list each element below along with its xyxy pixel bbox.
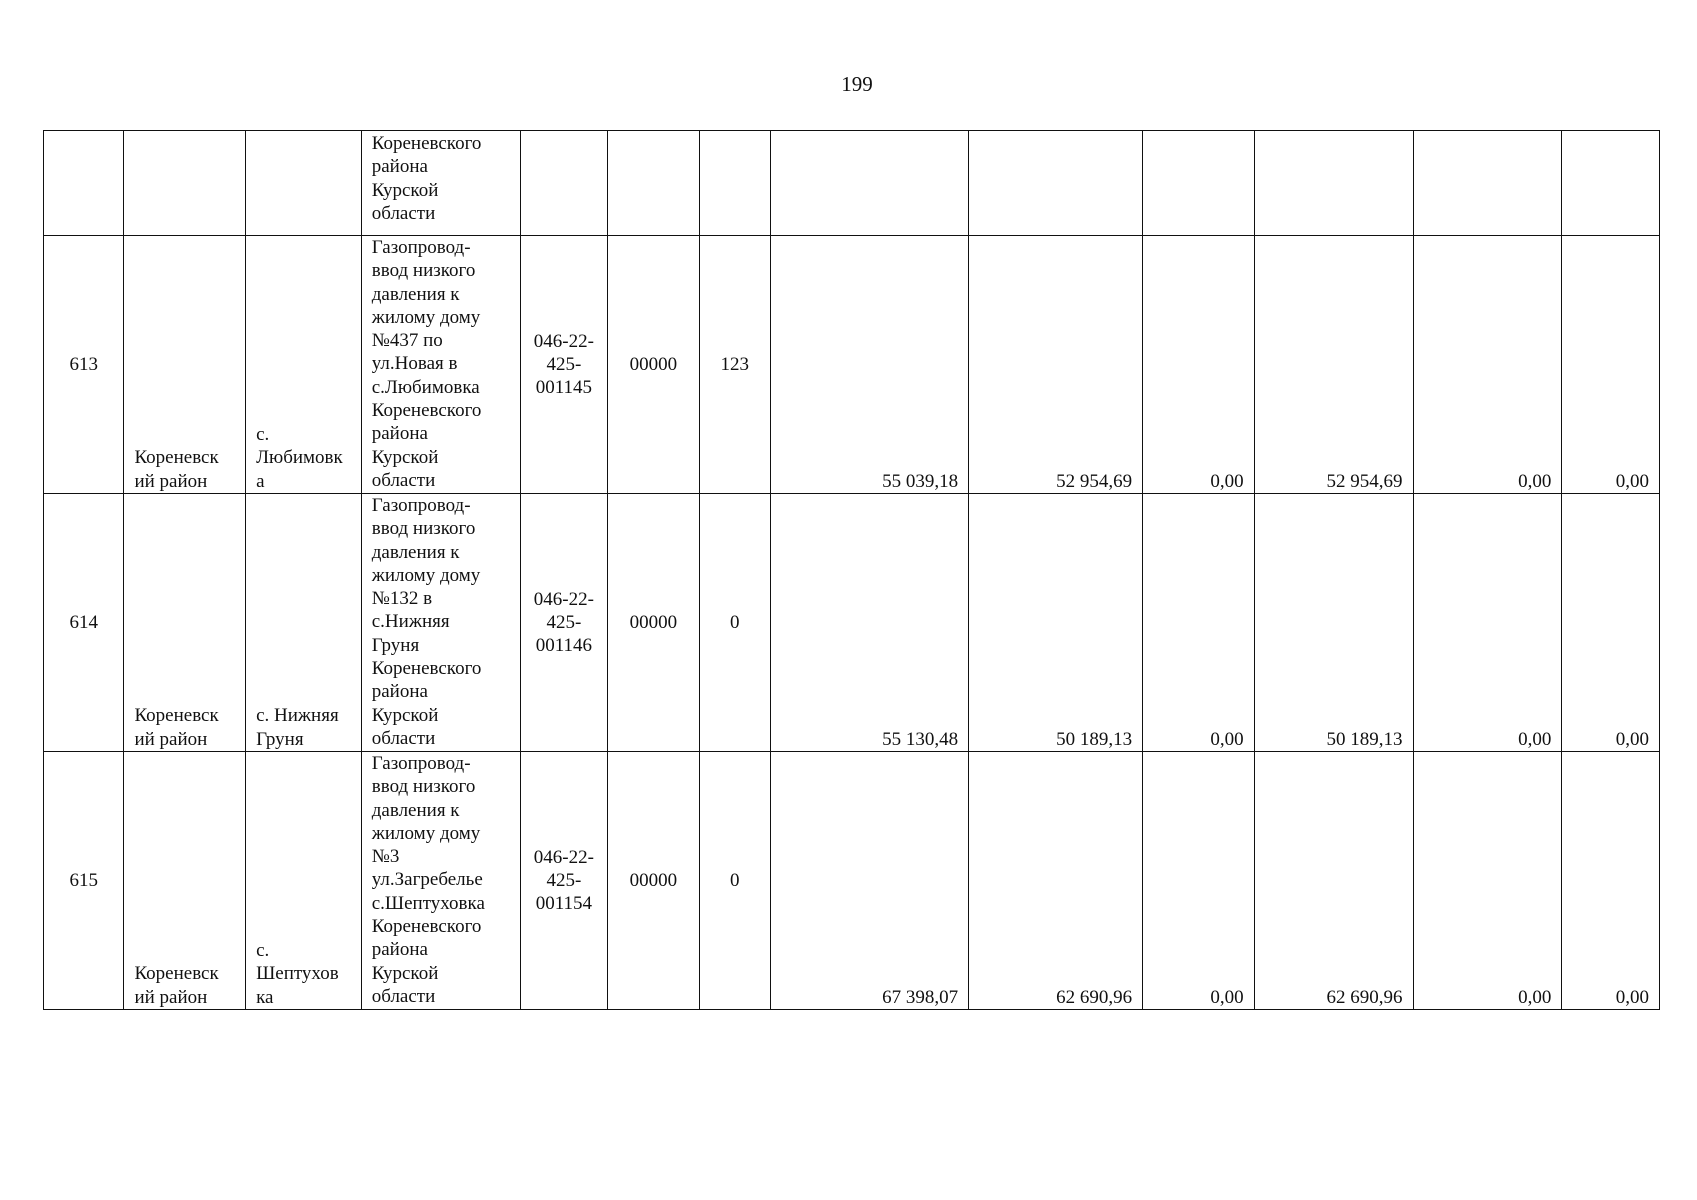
value-cell xyxy=(1143,494,1255,752)
cell-line: ка xyxy=(256,986,274,1008)
value: 0,00 xyxy=(1518,728,1552,750)
value: 50 189,13 xyxy=(1056,728,1133,750)
cell-line: Кореневского xyxy=(371,133,482,154)
code-suffix-cell xyxy=(608,236,700,494)
cell-empty xyxy=(969,131,1143,236)
value: 0,00 xyxy=(1210,470,1244,492)
row-number-cell xyxy=(44,752,124,1010)
cell-line: 046-22- xyxy=(533,846,594,868)
cell-line: с. xyxy=(256,940,270,962)
row-number: 614 xyxy=(69,611,98,633)
cell-line: Любимовк xyxy=(256,447,343,469)
page-number: 199 xyxy=(841,72,873,96)
cadastral-code-cell xyxy=(520,236,607,494)
cell-line: с. Нижняя xyxy=(256,705,339,727)
table-row xyxy=(44,236,1660,494)
cell-line: с.Любимовка xyxy=(371,376,480,398)
value-cell xyxy=(969,236,1143,494)
value-cell xyxy=(1254,236,1413,494)
cell-line: с.Нижняя xyxy=(371,611,450,633)
quantity-cell xyxy=(699,494,770,752)
value: 0,00 xyxy=(1615,470,1649,492)
cell-line: ий район xyxy=(134,986,208,1008)
value: 0,00 xyxy=(1210,986,1244,1008)
value: 55 039,18 xyxy=(882,470,959,492)
value-cell xyxy=(1562,752,1660,1010)
object-name-cell xyxy=(361,494,520,752)
cell-line: 001146 xyxy=(535,635,593,657)
cell-line: 425- xyxy=(546,869,582,891)
code-suffix: 00000 xyxy=(629,869,678,891)
value: 62 690,96 xyxy=(1056,986,1133,1008)
cell-empty xyxy=(1254,131,1413,236)
quantity: 0 xyxy=(730,869,740,891)
cell-line: ввод низкого xyxy=(371,776,476,798)
value-cell xyxy=(771,236,969,494)
cell-empty xyxy=(520,131,607,236)
cell-line: Газопровод- xyxy=(371,495,471,516)
row-number: 613 xyxy=(69,353,98,375)
cell-line: района xyxy=(371,939,428,961)
table-row xyxy=(44,494,1660,752)
cell-line: района xyxy=(371,156,428,178)
value-cell xyxy=(969,494,1143,752)
cell-line: ий район xyxy=(134,470,208,492)
asset-table xyxy=(43,130,1660,1010)
value-cell xyxy=(1143,236,1255,494)
cell-line: области xyxy=(371,727,436,749)
cell-line: Курской xyxy=(371,962,439,984)
cell-empty xyxy=(1413,131,1562,236)
cell-line: давления к xyxy=(371,541,460,563)
cell-line: Кореневского xyxy=(371,916,482,938)
value-cell xyxy=(1413,494,1562,752)
settlement-cell xyxy=(246,236,362,494)
cell-line: ул.Загребелье xyxy=(371,869,483,891)
value: 0,00 xyxy=(1210,728,1244,750)
value-cell xyxy=(1562,236,1660,494)
cell-line: 046-22- xyxy=(533,330,594,352)
cell-line: Груня xyxy=(371,634,420,656)
value-cell xyxy=(1254,752,1413,1010)
row-number-cell xyxy=(44,494,124,752)
value-cell xyxy=(771,752,969,1010)
cell-line: Груня xyxy=(256,728,304,750)
cadastral-code-cell xyxy=(520,494,607,752)
cell-line: №132 в xyxy=(371,588,433,610)
cell-line: области xyxy=(371,985,436,1007)
cell-line: 425- xyxy=(546,611,582,633)
cadastral-code-cell xyxy=(520,752,607,1010)
value: 55 130,48 xyxy=(882,728,959,750)
value: 0,00 xyxy=(1615,728,1649,750)
value: 0,00 xyxy=(1518,470,1552,492)
cell-line: Кореневск xyxy=(134,447,219,469)
quantity: 123 xyxy=(720,353,750,375)
object-name-cell xyxy=(361,236,520,494)
value: 50 189,13 xyxy=(1326,728,1403,750)
cell-line: а xyxy=(256,470,265,492)
object-name-cell xyxy=(361,131,520,236)
cell-line: Газопровод- xyxy=(371,753,471,774)
value-cell xyxy=(1254,494,1413,752)
cell-line: 046-22- xyxy=(533,588,594,610)
cell-line: с. xyxy=(256,424,270,446)
code-suffix-cell xyxy=(608,494,700,752)
cell-line: Курской xyxy=(371,446,439,468)
cell-line: Курской xyxy=(371,704,439,726)
value-cell xyxy=(969,752,1143,1010)
cell-line: ввод низкого xyxy=(371,518,476,540)
cell-line: 001145 xyxy=(535,377,593,399)
table-row xyxy=(44,752,1660,1010)
cell-line: Кореневского xyxy=(371,400,482,422)
value: 0,00 xyxy=(1518,986,1552,1008)
quantity-cell xyxy=(699,236,770,494)
value: 0,00 xyxy=(1615,986,1649,1008)
cell-line: Курской xyxy=(371,179,439,201)
code-suffix-cell xyxy=(608,752,700,1010)
cell-line: ий район xyxy=(134,728,208,750)
code-suffix: 00000 xyxy=(629,611,678,633)
cell-line: района xyxy=(371,681,428,703)
value: 52 954,69 xyxy=(1326,470,1403,492)
row-number: 615 xyxy=(69,869,98,891)
settlement-cell xyxy=(246,752,362,1010)
cell-line: 425- xyxy=(546,353,582,375)
object-name-cell xyxy=(361,752,520,1010)
value: 52 954,69 xyxy=(1056,470,1133,492)
cell-empty xyxy=(1143,131,1255,236)
cell-line: области xyxy=(371,469,436,491)
cell-line: ввод низкого xyxy=(371,260,476,282)
cell-line: района xyxy=(371,423,428,445)
cell-empty xyxy=(1562,131,1660,236)
cell-line: Газопровод- xyxy=(371,237,471,258)
cell-line: Кореневск xyxy=(134,963,219,985)
cell-empty xyxy=(44,131,124,236)
cell-line: Кореневск xyxy=(134,705,219,727)
cell-line: 001154 xyxy=(535,893,593,915)
cell-line: №437 по xyxy=(371,330,443,352)
cell-line: области xyxy=(371,202,436,224)
cell-empty xyxy=(246,131,362,236)
cell-line: жилому дому xyxy=(371,564,481,586)
cell-line: ул.Новая в xyxy=(371,353,458,375)
settlement-cell xyxy=(246,494,362,752)
cell-line: давления к xyxy=(371,283,460,305)
value-cell xyxy=(1143,752,1255,1010)
value: 62 690,96 xyxy=(1326,986,1403,1008)
value: 67 398,07 xyxy=(882,986,959,1008)
value-cell xyxy=(1413,752,1562,1010)
cell-line: жилому дому xyxy=(371,822,481,844)
row-number-cell xyxy=(44,236,124,494)
cell-empty xyxy=(699,131,770,236)
code-suffix: 00000 xyxy=(629,353,678,375)
cell-line: давления к xyxy=(371,799,460,821)
district-cell xyxy=(124,494,246,752)
quantity: 0 xyxy=(730,611,740,633)
district-cell xyxy=(124,752,246,1010)
district-cell xyxy=(124,236,246,494)
cell-empty xyxy=(608,131,700,236)
quantity-cell xyxy=(699,752,770,1010)
cell-line: Шептухов xyxy=(256,963,339,985)
cell-line: №3 xyxy=(371,846,400,868)
data-rows xyxy=(44,236,1660,1010)
cell-line: Кореневского xyxy=(371,658,482,680)
value-cell xyxy=(771,494,969,752)
value-cell xyxy=(1562,494,1660,752)
cell-line: с.Шептуховка xyxy=(371,892,485,914)
cell-line: жилому дому xyxy=(371,306,481,328)
cell-empty xyxy=(771,131,969,236)
cell-empty xyxy=(124,131,246,236)
continuation-row xyxy=(44,131,1660,236)
value-cell xyxy=(1413,236,1562,494)
